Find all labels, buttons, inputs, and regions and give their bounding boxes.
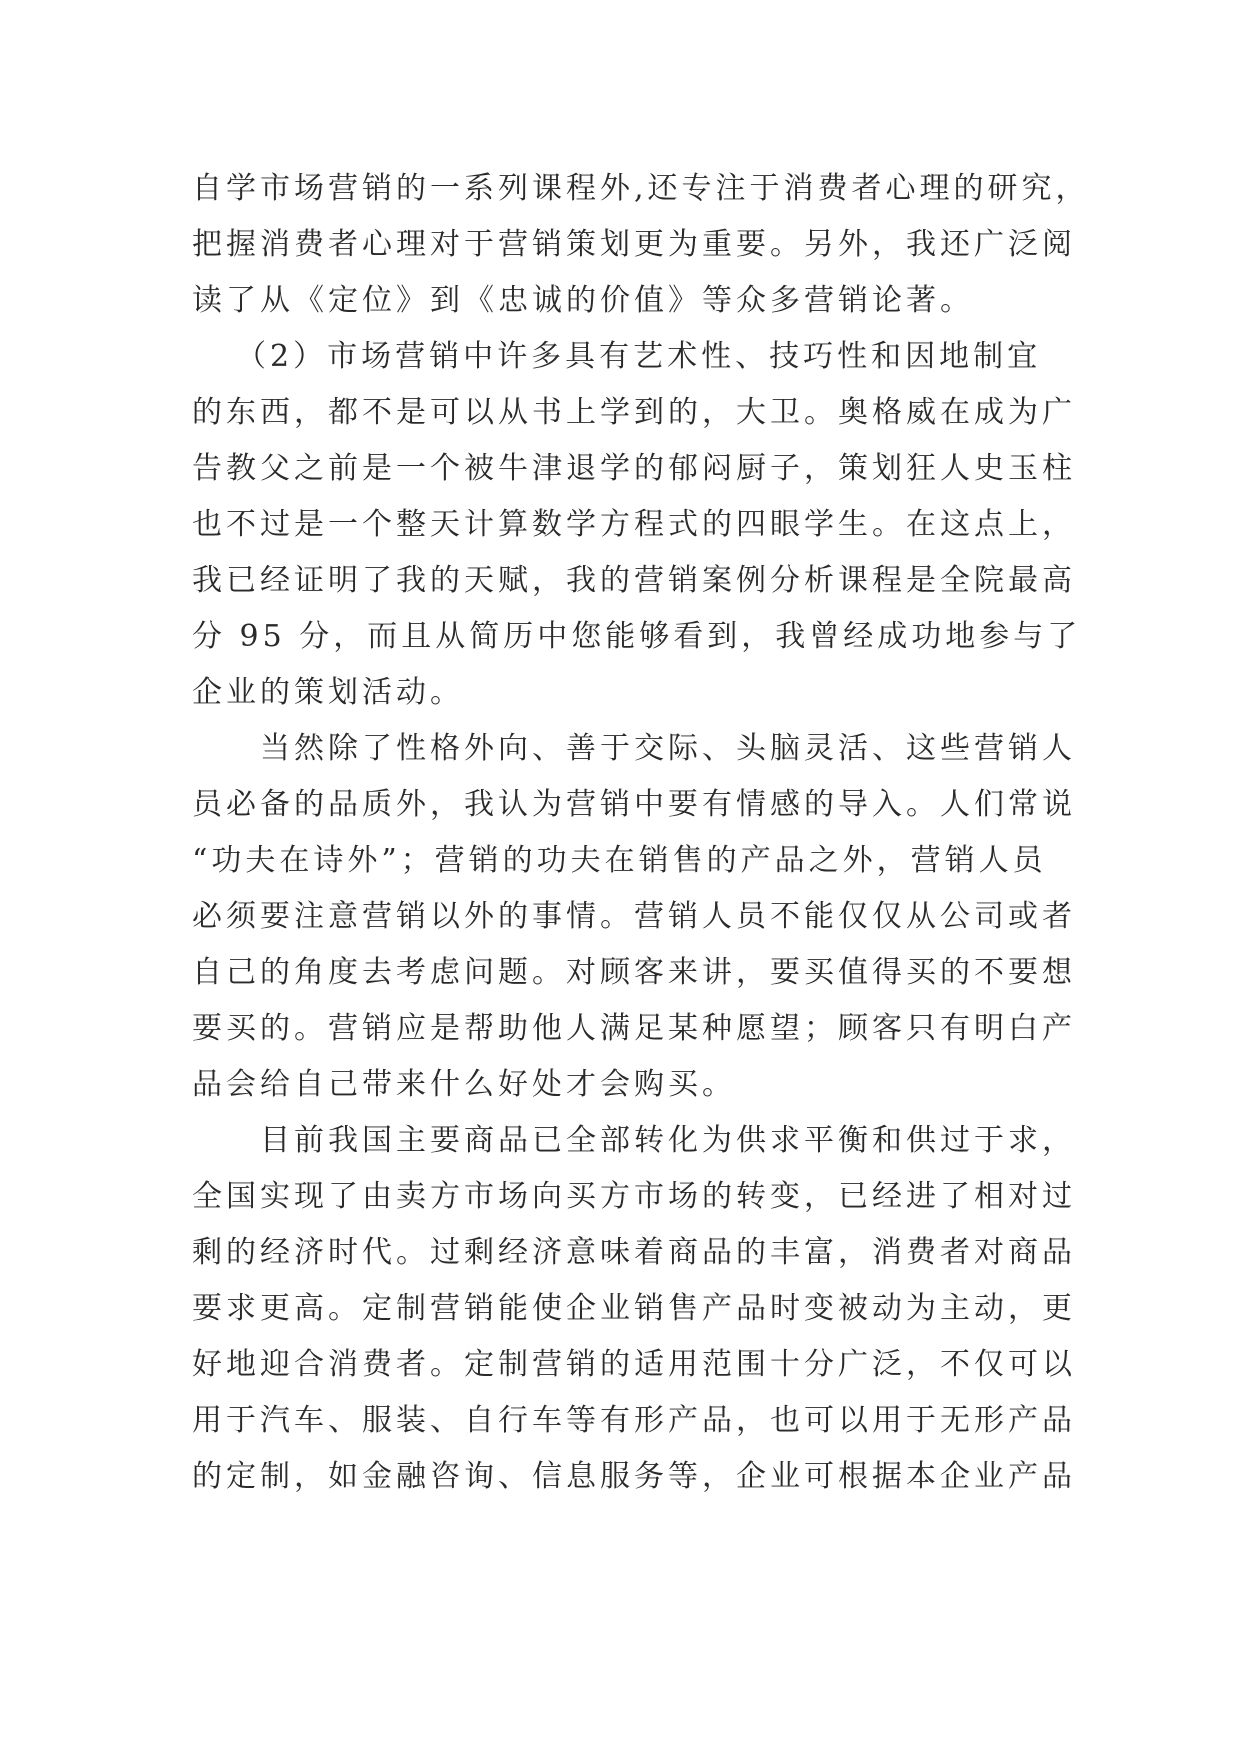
paragraph-start-line: 目前我国主要商品已全部转化为供求平衡和供过于求， [260,1123,1076,1158]
text-line: 的定制，如金融咨询、信息服务等，企业可根据本企业产品 [192,1459,1076,1494]
text-line: 剩的经济时代。过剩经济意味着商品的丰富，消费者对商品 [192,1235,1076,1270]
text-line: 自学市场营销的一系列课程外,还专注于消费者心理的研究， [192,171,1090,206]
text-line: 也不过是一个整天计算数学方程式的四眼学生。在这点上， [192,507,1076,542]
text-line: 企业的策划活动。 [192,675,464,710]
paragraph-start-line: （2）市场营销中许多具有艺术性、技巧性和因地制宜 [236,339,1042,374]
document-body [192,161,1090,1505]
text-line: 员必备的品质外，我认为营销中要有情感的导入。人们常说 [192,787,1076,822]
text-line: 我已经证明了我的天赋，我的营销案例分析课程是全院最高 [192,563,1076,598]
text-line: 要买的。营销应是帮助他人满足某种愿望；顾客只有明白产 [192,1011,1076,1046]
text-line: “功夫在诗外”；营销的功夫在销售的产品之外，营销人员 [192,843,1047,878]
text-line: 要求更高。定制营销能使企业销售产品时变被动为主动，更 [192,1291,1076,1326]
text-line: 自己的角度去考虑问题。对顾客来讲，要买值得买的不要想 [192,955,1076,990]
text-line: 必须要注意营销以外的事情。营销人员不能仅仅从公司或者 [192,899,1076,934]
text-line: 用于汽车、服装、自行车等有形产品，也可以用于无形产品 [192,1403,1076,1438]
text-line: 的东西，都不是可以从书上学到的，大卫。奥格威在成为广 [192,395,1076,430]
text-line: 品会给自己带来什么好处才会购买。 [192,1067,736,1102]
text-line: 读了从《定位》到《忠诚的价值》等众多营销论著。 [192,283,974,318]
text-line: 告教父之前是一个被牛津退学的郁闷厨子，策划狂人史玉柱 [192,451,1076,486]
text-line: 把握消费者心理对于营销策划更为重要。另外，我还广泛阅 [192,227,1076,262]
text-line: 分 95 分，而且从简历中您能够看到，我曾经成功地参与了 [192,619,1082,654]
text-line: 全国实现了由卖方市场向买方市场的转变，已经进了相对过 [192,1179,1076,1214]
text-line: 好地迎合消费者。定制营销的适用范围十分广泛，不仅可以 [192,1347,1076,1382]
paragraph-start-line: 当然除了性格外向、善于交际、头脑灵活、这些营销人 [260,731,1076,766]
